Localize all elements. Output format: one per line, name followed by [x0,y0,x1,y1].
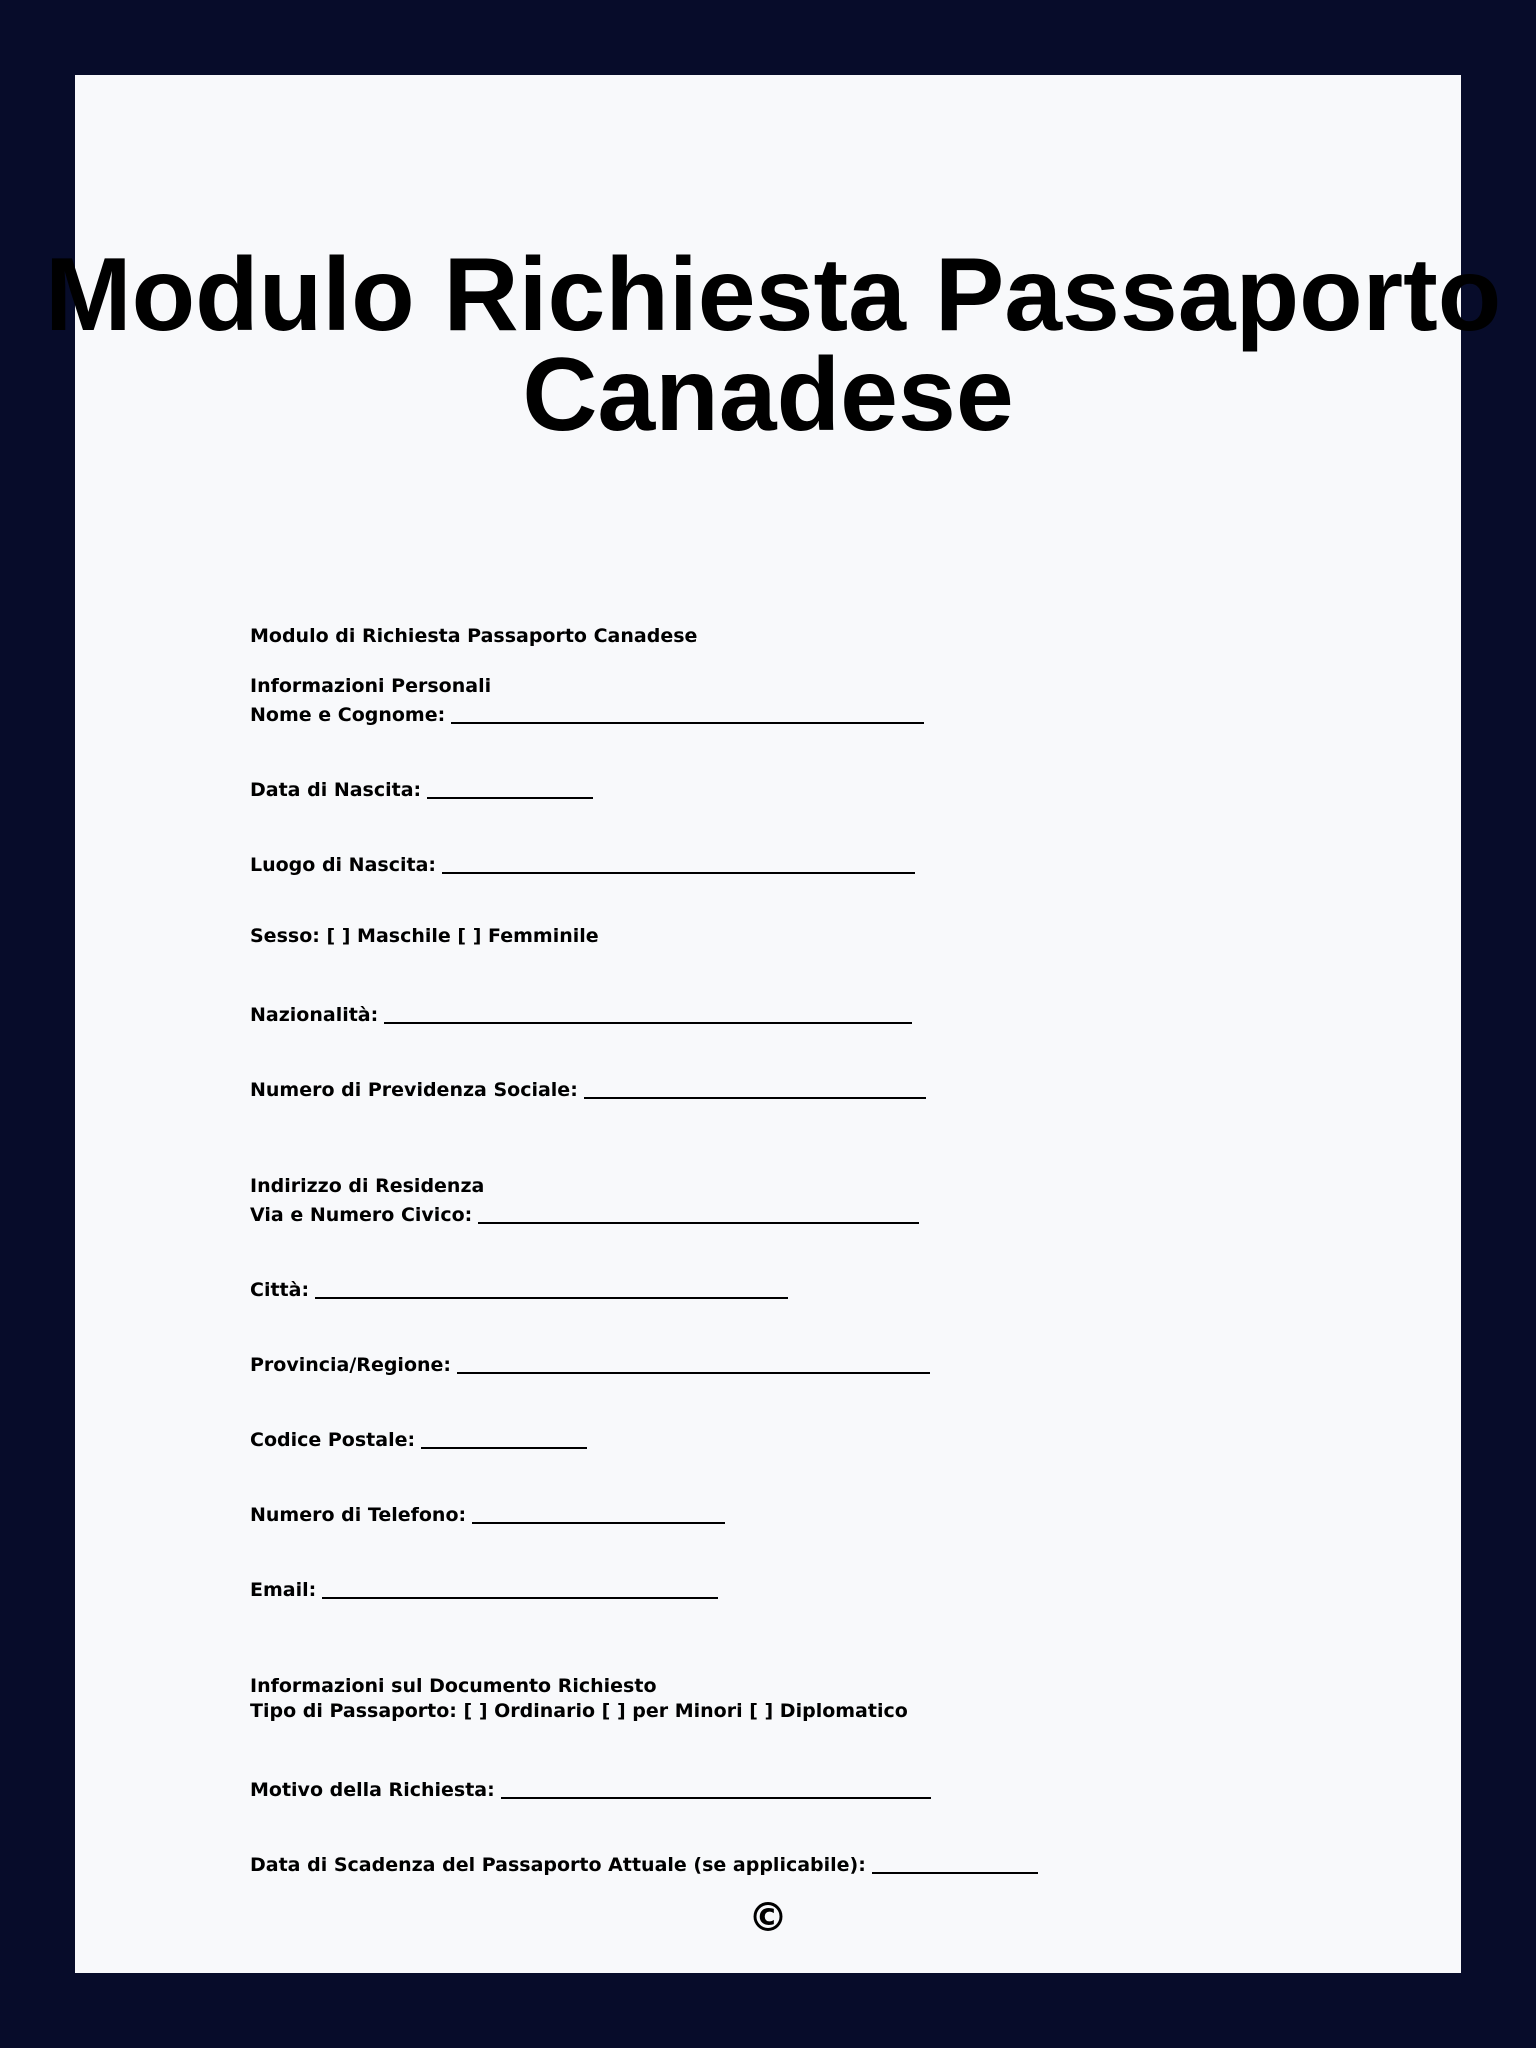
field-nationality [250,999,912,1028]
field-expiry-label: Data di Scadenza del Passaporto Attuale (se applicabile): [250,1854,866,1876]
field-phone-label: Numero di Telefono: [250,1504,467,1526]
form-heading: Modulo di Richiesta Passaporto Canadese [250,625,698,647]
email-blank[interactable] [322,1577,718,1599]
field-social-security [250,1074,926,1103]
name-blank[interactable] [451,702,924,724]
field-birth-date-label: Data di Nascita: [250,779,422,801]
field-postal-code [250,1424,587,1453]
field-reason [250,1774,931,1803]
field-nationality-label: Nazionalità: [250,1004,379,1026]
street-blank[interactable] [478,1202,919,1224]
field-street [250,1199,919,1228]
field-street-label: Via e Numero Civico: [250,1204,473,1226]
nationality-blank[interactable] [384,1002,912,1024]
province-blank[interactable] [457,1352,930,1374]
field-birth-place [250,849,915,878]
field-passport-type: Tipo di Passaporto: [ ] Ordinario [ ] per Minori [ ] Diplomatico [250,1700,908,1722]
title-line-1: Modulo Richiesta Passaporto [45,237,1502,353]
expiry-blank[interactable] [872,1852,1038,1874]
field-name [250,699,924,728]
field-phone [250,1499,725,1528]
copyright-symbol: © [748,1895,788,1941]
title-line-2: Canadese [522,337,1014,453]
city-blank[interactable] [315,1277,788,1299]
page-title [45,237,1502,453]
phone-blank[interactable] [472,1502,725,1524]
birth-date-blank[interactable] [427,777,593,799]
field-city-label: Città: [250,1279,310,1301]
reason-blank[interactable] [501,1777,931,1799]
birth-place-blank[interactable] [442,852,915,874]
field-sex: Sesso: [ ] Maschile [ ] Femminile [250,925,599,947]
field-social-security-label: Numero di Previdenza Sociale: [250,1079,578,1101]
postal-code-blank[interactable] [421,1427,587,1449]
document-page [45,75,1502,1973]
section-personal: Informazioni Personali [250,675,492,697]
field-birth-date [250,774,593,803]
social-security-blank[interactable] [584,1077,926,1099]
field-postal-code-label: Codice Postale: [250,1429,416,1451]
field-name-label: Nome e Cognome: [250,704,446,726]
field-expiry [250,1849,1038,1878]
field-reason-label: Motivo della Richiesta: [250,1779,495,1801]
section-document: Informazioni sul Documento Richiesto [250,1675,657,1697]
field-province [250,1349,930,1378]
field-province-label: Provincia/Regione: [250,1354,452,1376]
field-email [250,1574,718,1603]
field-email-label: Email: [250,1579,317,1601]
field-birth-place-label: Luogo di Nascita: [250,854,436,876]
field-city [250,1274,788,1303]
section-address: Indirizzo di Residenza [250,1175,485,1197]
